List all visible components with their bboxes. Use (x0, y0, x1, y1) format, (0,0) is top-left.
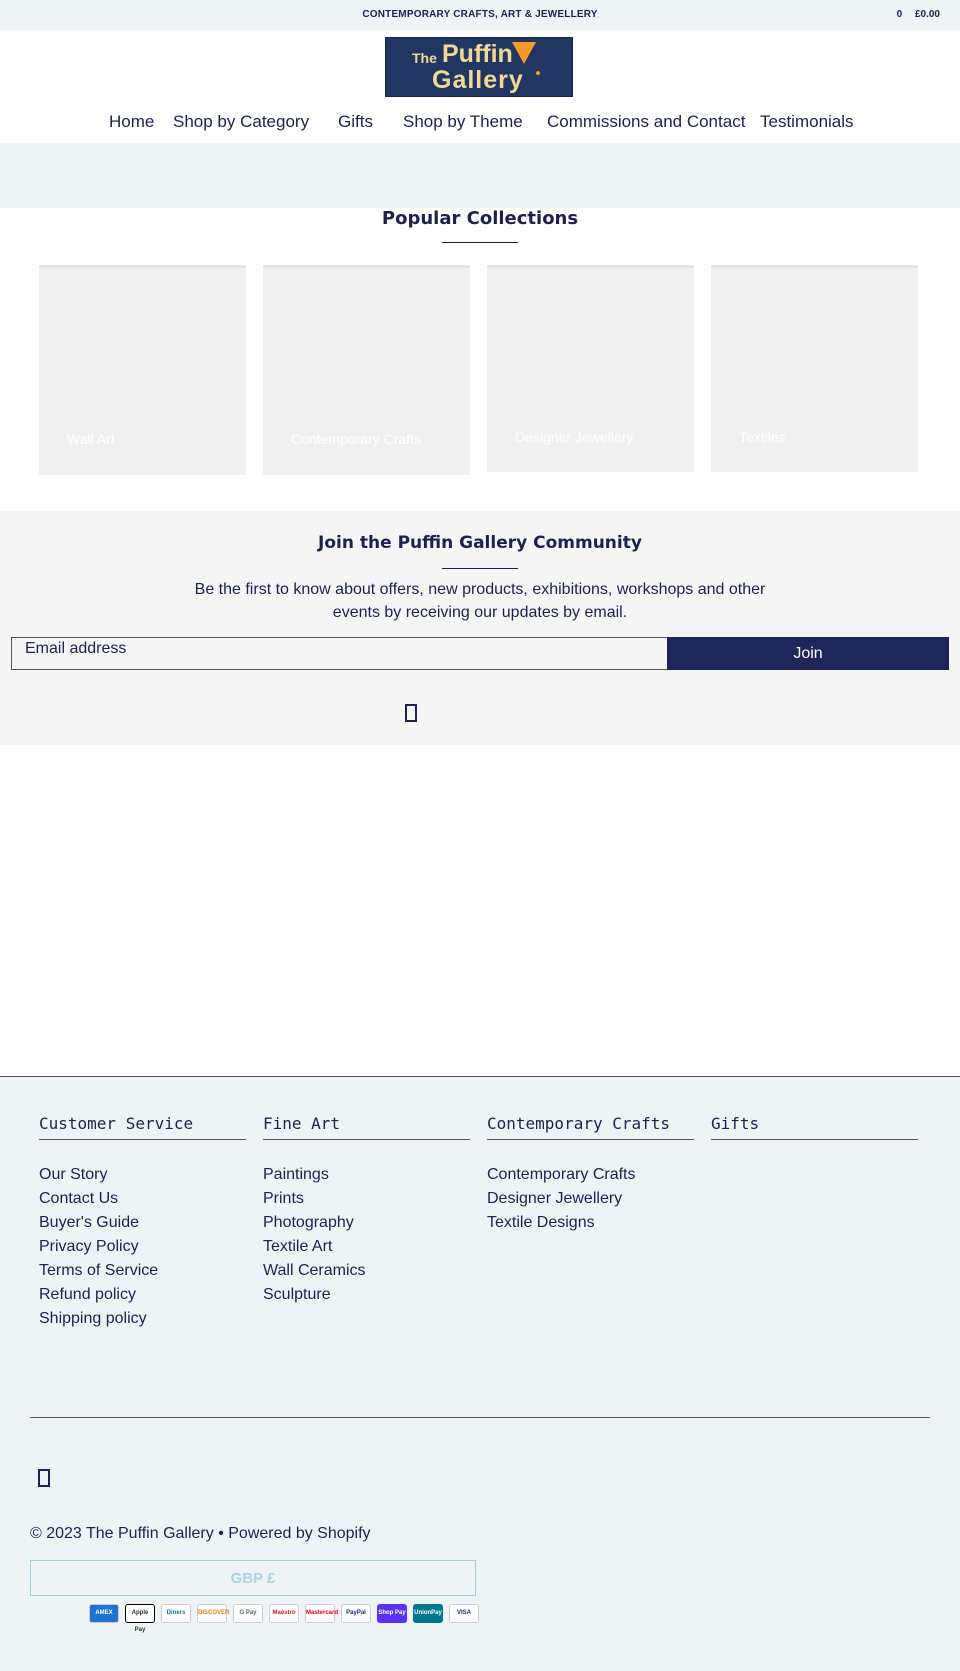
placeholder-glyph-icon (405, 704, 417, 722)
logo-the: The (412, 50, 437, 66)
apple-pay-icon: Apple Pay (125, 1604, 155, 1623)
footer-link-paintings[interactable]: Paintings (263, 1166, 329, 1183)
nav-home[interactable]: Home (109, 112, 155, 131)
maestro-icon: Maestro (269, 1604, 299, 1623)
join-button[interactable]: Join (667, 637, 949, 670)
unionpay-icon: UnionPay (413, 1604, 443, 1623)
nav-testimonials[interactable]: Testimonials (760, 112, 854, 131)
collection-card-contemporary-crafts[interactable] (263, 265, 470, 475)
main-navigation (0, 112, 960, 138)
cart-count: 0 (896, 9, 903, 20)
footer-link-textile-art[interactable]: Textile Art (263, 1238, 333, 1255)
puffin-beak-icon (512, 42, 536, 64)
footer-column-title: Customer Service (39, 1114, 246, 1140)
collection-label: Textiles (739, 429, 786, 445)
hero-band (0, 143, 960, 208)
footer-link-buyers-guide[interactable]: Buyer's Guide (39, 1214, 139, 1231)
google-pay-icon: G Pay (233, 1604, 263, 1623)
newsletter-title: Join the Puffin Gallery Community (318, 533, 642, 553)
collection-label: Wall Art (67, 431, 115, 447)
footer-column-fine-art (263, 1114, 470, 1307)
footer-column-customer-service (39, 1114, 246, 1331)
footer-link-prints[interactable]: Prints (263, 1190, 304, 1207)
footer-link-designer-jewellery[interactable]: Designer Jewellery (487, 1190, 623, 1207)
collections-title: Popular Collections (381, 208, 579, 229)
collection-card-designer-jewellery[interactable] (487, 265, 694, 472)
footer-link-terms-of-service[interactable]: Terms of Service (39, 1262, 159, 1279)
collection-label: Designer Jewellery (515, 429, 634, 445)
footer-link-sculpture[interactable]: Sculpture (263, 1286, 331, 1303)
shop-pay-icon: Shop Pay (377, 1604, 407, 1623)
footer-link-contact-us[interactable]: Contact Us (39, 1190, 119, 1207)
logo-puffin: Puffin (442, 40, 513, 68)
footer-link-shipping-policy[interactable]: Shipping policy (39, 1310, 147, 1327)
newsletter-description: Be the first to know about offers, new products, exhibitions, workshops and other events by receiving our updates by email. (194, 581, 766, 621)
footer-link-privacy-policy[interactable]: Privacy Policy (39, 1238, 139, 1255)
copyright-text: © 2023 The Puffin Gallery • Powered by Shopify (30, 1525, 371, 1542)
mastercard-icon: Mastercard (305, 1604, 335, 1623)
site-footer (0, 1076, 960, 1671)
footer-link-wall-ceramics[interactable]: Wall Ceramics (263, 1262, 366, 1279)
announcement-bar (0, 0, 960, 30)
nav-gifts[interactable]: Gifts (338, 112, 373, 131)
collection-card-wall-art[interactable] (39, 265, 246, 475)
paypal-icon: PayPal (341, 1604, 371, 1623)
footer-link-our-story[interactable]: Our Story (39, 1166, 108, 1183)
discover-icon: DISCOVER (197, 1604, 227, 1623)
footer-column-title: Fine Art (263, 1114, 470, 1140)
footer-link-textile-designs[interactable]: Textile Designs (487, 1214, 595, 1231)
visa-icon: VISA (449, 1604, 479, 1623)
announcement-text: CONTEMPORARY CRAFTS, ART & JEWELLERY (362, 9, 598, 20)
site-logo[interactable] (385, 37, 573, 97)
nav-shop-by-theme[interactable]: Shop by Theme (403, 112, 523, 131)
collections-title-rule (442, 242, 518, 243)
cart-total: £0.00 (914, 9, 940, 20)
footer-column-title: Gifts (711, 1114, 918, 1140)
footer-divider (30, 1417, 930, 1418)
nav-shop-by-category[interactable]: Shop by Category (173, 112, 310, 131)
newsletter-title-rule (442, 568, 518, 569)
footer-link-contemporary-crafts[interactable]: Contemporary Crafts (487, 1166, 636, 1183)
logo-gallery: Gallery (432, 66, 524, 94)
nav-commissions-and-contact[interactable]: Commissions and Contact (547, 112, 746, 131)
footer-link-photography[interactable]: Photography (263, 1214, 354, 1231)
footer-column-gifts (711, 1114, 918, 1140)
cart-link[interactable] (887, 9, 940, 20)
placeholder-glyph-icon (38, 1469, 50, 1487)
logo-dot (536, 71, 540, 75)
email-input[interactable] (11, 637, 668, 670)
footer-column-title: Contemporary Crafts (487, 1114, 694, 1140)
footer-link-refund-policy[interactable]: Refund policy (39, 1286, 136, 1303)
collection-card-textiles[interactable] (711, 265, 918, 472)
currency-selector[interactable]: GBP £ (30, 1560, 476, 1596)
footer-column-contemporary-crafts (487, 1114, 694, 1235)
collection-label: Contemporary Crafts (291, 431, 421, 447)
amex-icon: AMEX (89, 1604, 119, 1623)
diners-club-icon: Diners (161, 1604, 191, 1623)
newsletter-section (0, 511, 960, 745)
